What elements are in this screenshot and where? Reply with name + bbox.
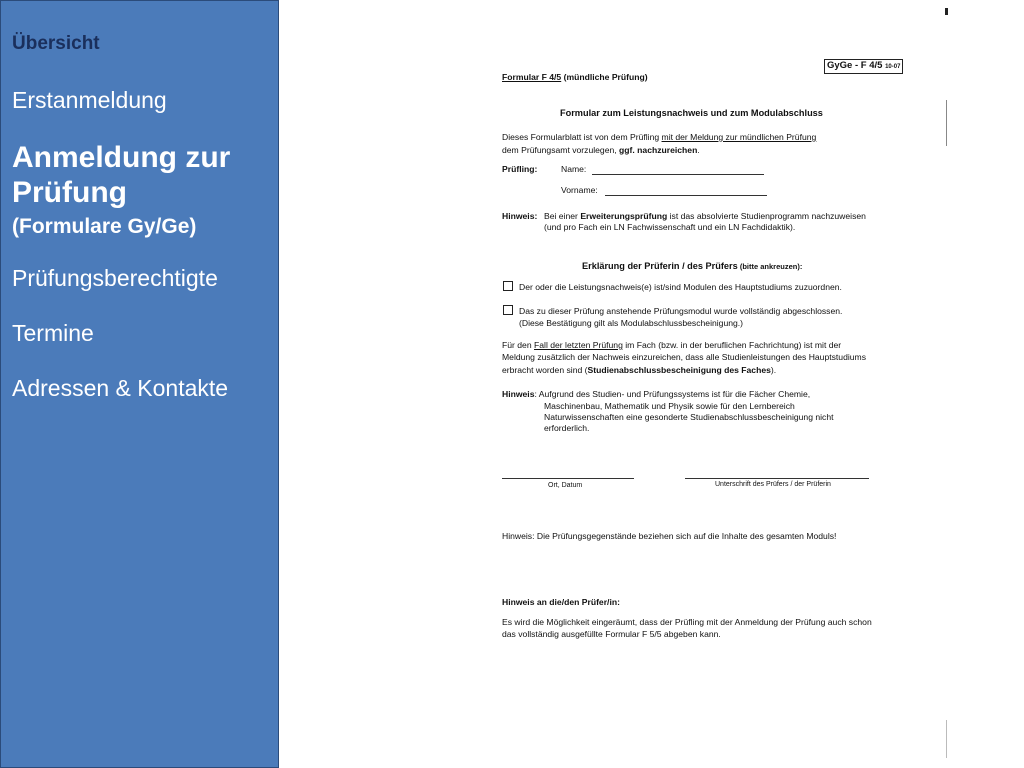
hinweis-text: ist das absolvierte Studienprogramm nachzuweisen	[667, 211, 866, 221]
erklaerung-title-text: Erklärung der Prüferin / des Prüfers	[582, 261, 738, 271]
name-label: Name:	[561, 164, 587, 174]
vorname-label: Vorname:	[561, 185, 598, 195]
form-header-label: Formular F 4/5	[502, 72, 562, 82]
nav-termine-link[interactable]: Termine	[12, 320, 94, 346]
nav-pruefungsberechtigte-link[interactable]: Prüfungsberechtigte	[12, 265, 218, 291]
checkbox-row-1[interactable]	[503, 281, 842, 294]
intro-underlined: mit der Meldung zur mündlichen Prüfung	[661, 132, 817, 142]
intro-text: .	[697, 145, 700, 155]
nav-anmeldung-active[interactable]: Anmeldung zur Prüfung	[12, 141, 231, 209]
checkbox-2-label: Das zu dieser Prüfung anstehende Prüfungsmodul wurde vollständig abgeschlossen.	[519, 306, 843, 316]
hinweis2-row	[502, 389, 810, 401]
scan-mark	[945, 8, 948, 15]
vorname-field-line[interactable]	[605, 195, 767, 196]
fall-text: ).	[770, 365, 777, 375]
pruefer-title: Hinweis an die/den Prüfer/in:	[502, 597, 620, 607]
checkbox-row-2[interactable]	[503, 305, 842, 318]
form-title: Formular zum Leistungsnachweis und zum Modulabschluss	[560, 108, 823, 118]
hinweis-line-2: (und pro Fach ein LN Fachwissenschaft und ein LN Fachdidaktik).	[544, 222, 796, 232]
pruefling-label: Prüfling:	[502, 164, 538, 174]
ort-datum-label: Ort, Datum	[548, 482, 583, 489]
checkbox-2-note: (Diese Bestätigung gilt als Modulabschlussbescheinigung.)	[519, 318, 744, 328]
hinweis-text: Bei einer	[544, 211, 581, 221]
intro-text: Dieses Formularblatt ist von dem Prüfling	[502, 132, 662, 142]
pruefer-line-2: das vollständig ausgefüllte Formular F 5/5 abgeben kann.	[502, 629, 721, 639]
fall-bold: Studienabschlussbescheinigung des Faches	[587, 365, 771, 375]
checkbox-1-label: Der oder die Leistungsnachweis(e) ist/sind Modulen des Hauptstudiums zuzuordnen.	[519, 282, 842, 292]
hinweis3: Hinweis: Die Prüfungsgegenstände beziehen sich auf die Inhalte des gesamten Moduls!	[502, 531, 837, 541]
erklaerung-title	[582, 261, 802, 273]
checkbox-1[interactable]	[503, 281, 513, 291]
checkbox-2[interactable]	[503, 305, 513, 315]
form-code-box	[824, 59, 903, 74]
fall-underlined: Fall der letzten Prüfung	[534, 340, 623, 350]
unterschrift-label: Unterschrift des Prüfers / der Prüferin	[715, 481, 831, 488]
hinweis-label: Hinweis:	[502, 211, 538, 221]
scan-edge-line	[946, 100, 947, 146]
intro-text: dem Prüfungsamt vorzulegen,	[502, 145, 620, 155]
hinweis2-line-3: Naturwissenschaften eine gesonderte Studienabschlussbescheinigung nicht	[544, 412, 834, 422]
hinweis2-line-4: erforderlich.	[544, 423, 590, 433]
hinweis-bold: Erweiterungsprüfung	[580, 211, 668, 221]
pruefer-line-1: Es wird die Möglichkeit eingeräumt, dass der Prüfling mit der Anmeldung der Prüfung auch schon	[502, 617, 872, 627]
fall-line-3	[502, 365, 776, 377]
intro-bold: ggf. nachzureichen	[619, 145, 698, 155]
scanned-form-document	[280, 0, 1024, 768]
form-code-date: 10-07	[885, 64, 901, 70]
hinweis2-line-2: Maschinenbau, Mathematik und Physik sowie für den Lernbereich	[544, 401, 795, 411]
nav-uebersicht-link[interactable]: Übersicht	[12, 33, 100, 54]
fall-text: im Fach (bzw. in der beruflichen Fachrichtung) ist mit der	[622, 340, 842, 350]
nav-formulare-subtitle: (Formulare Gy/Ge)	[12, 215, 197, 238]
name-field-line[interactable]	[592, 174, 764, 175]
hinweis2-colon: :	[534, 389, 539, 399]
fall-line-1	[502, 340, 841, 352]
nav-erstanmeldung-link[interactable]: Erstanmeldung	[12, 87, 167, 113]
hinweis2-line-1: Aufgrund des Studien- und Prüfungssystems ist für die Fächer Chemie,	[538, 389, 811, 399]
scan-edge-line	[946, 720, 947, 758]
intro-line-1	[502, 132, 816, 144]
form-header-sub: (mündliche Prüfung)	[561, 72, 648, 82]
hinweis2-label: Hinweis	[502, 389, 535, 399]
form-header	[502, 72, 648, 84]
nav-adressen-link[interactable]: Adressen & Kontakte	[12, 375, 229, 401]
hinweis-line-1	[544, 211, 866, 223]
sidebar-nav	[0, 0, 279, 768]
fall-text: Für den	[502, 340, 535, 350]
intro-line-2	[502, 145, 700, 157]
form-code: GyGe - F 4/5	[827, 60, 883, 71]
erklaerung-sub: (bitte ankreuzen):	[737, 262, 803, 271]
ort-datum-line[interactable]	[502, 478, 634, 479]
fall-text: erbracht worden sind (	[502, 365, 588, 375]
fall-line-2: Meldung zusätzlich der Nachweis einzureichen, dass alle Studienleistungen des Hauptstudiums	[502, 352, 867, 362]
